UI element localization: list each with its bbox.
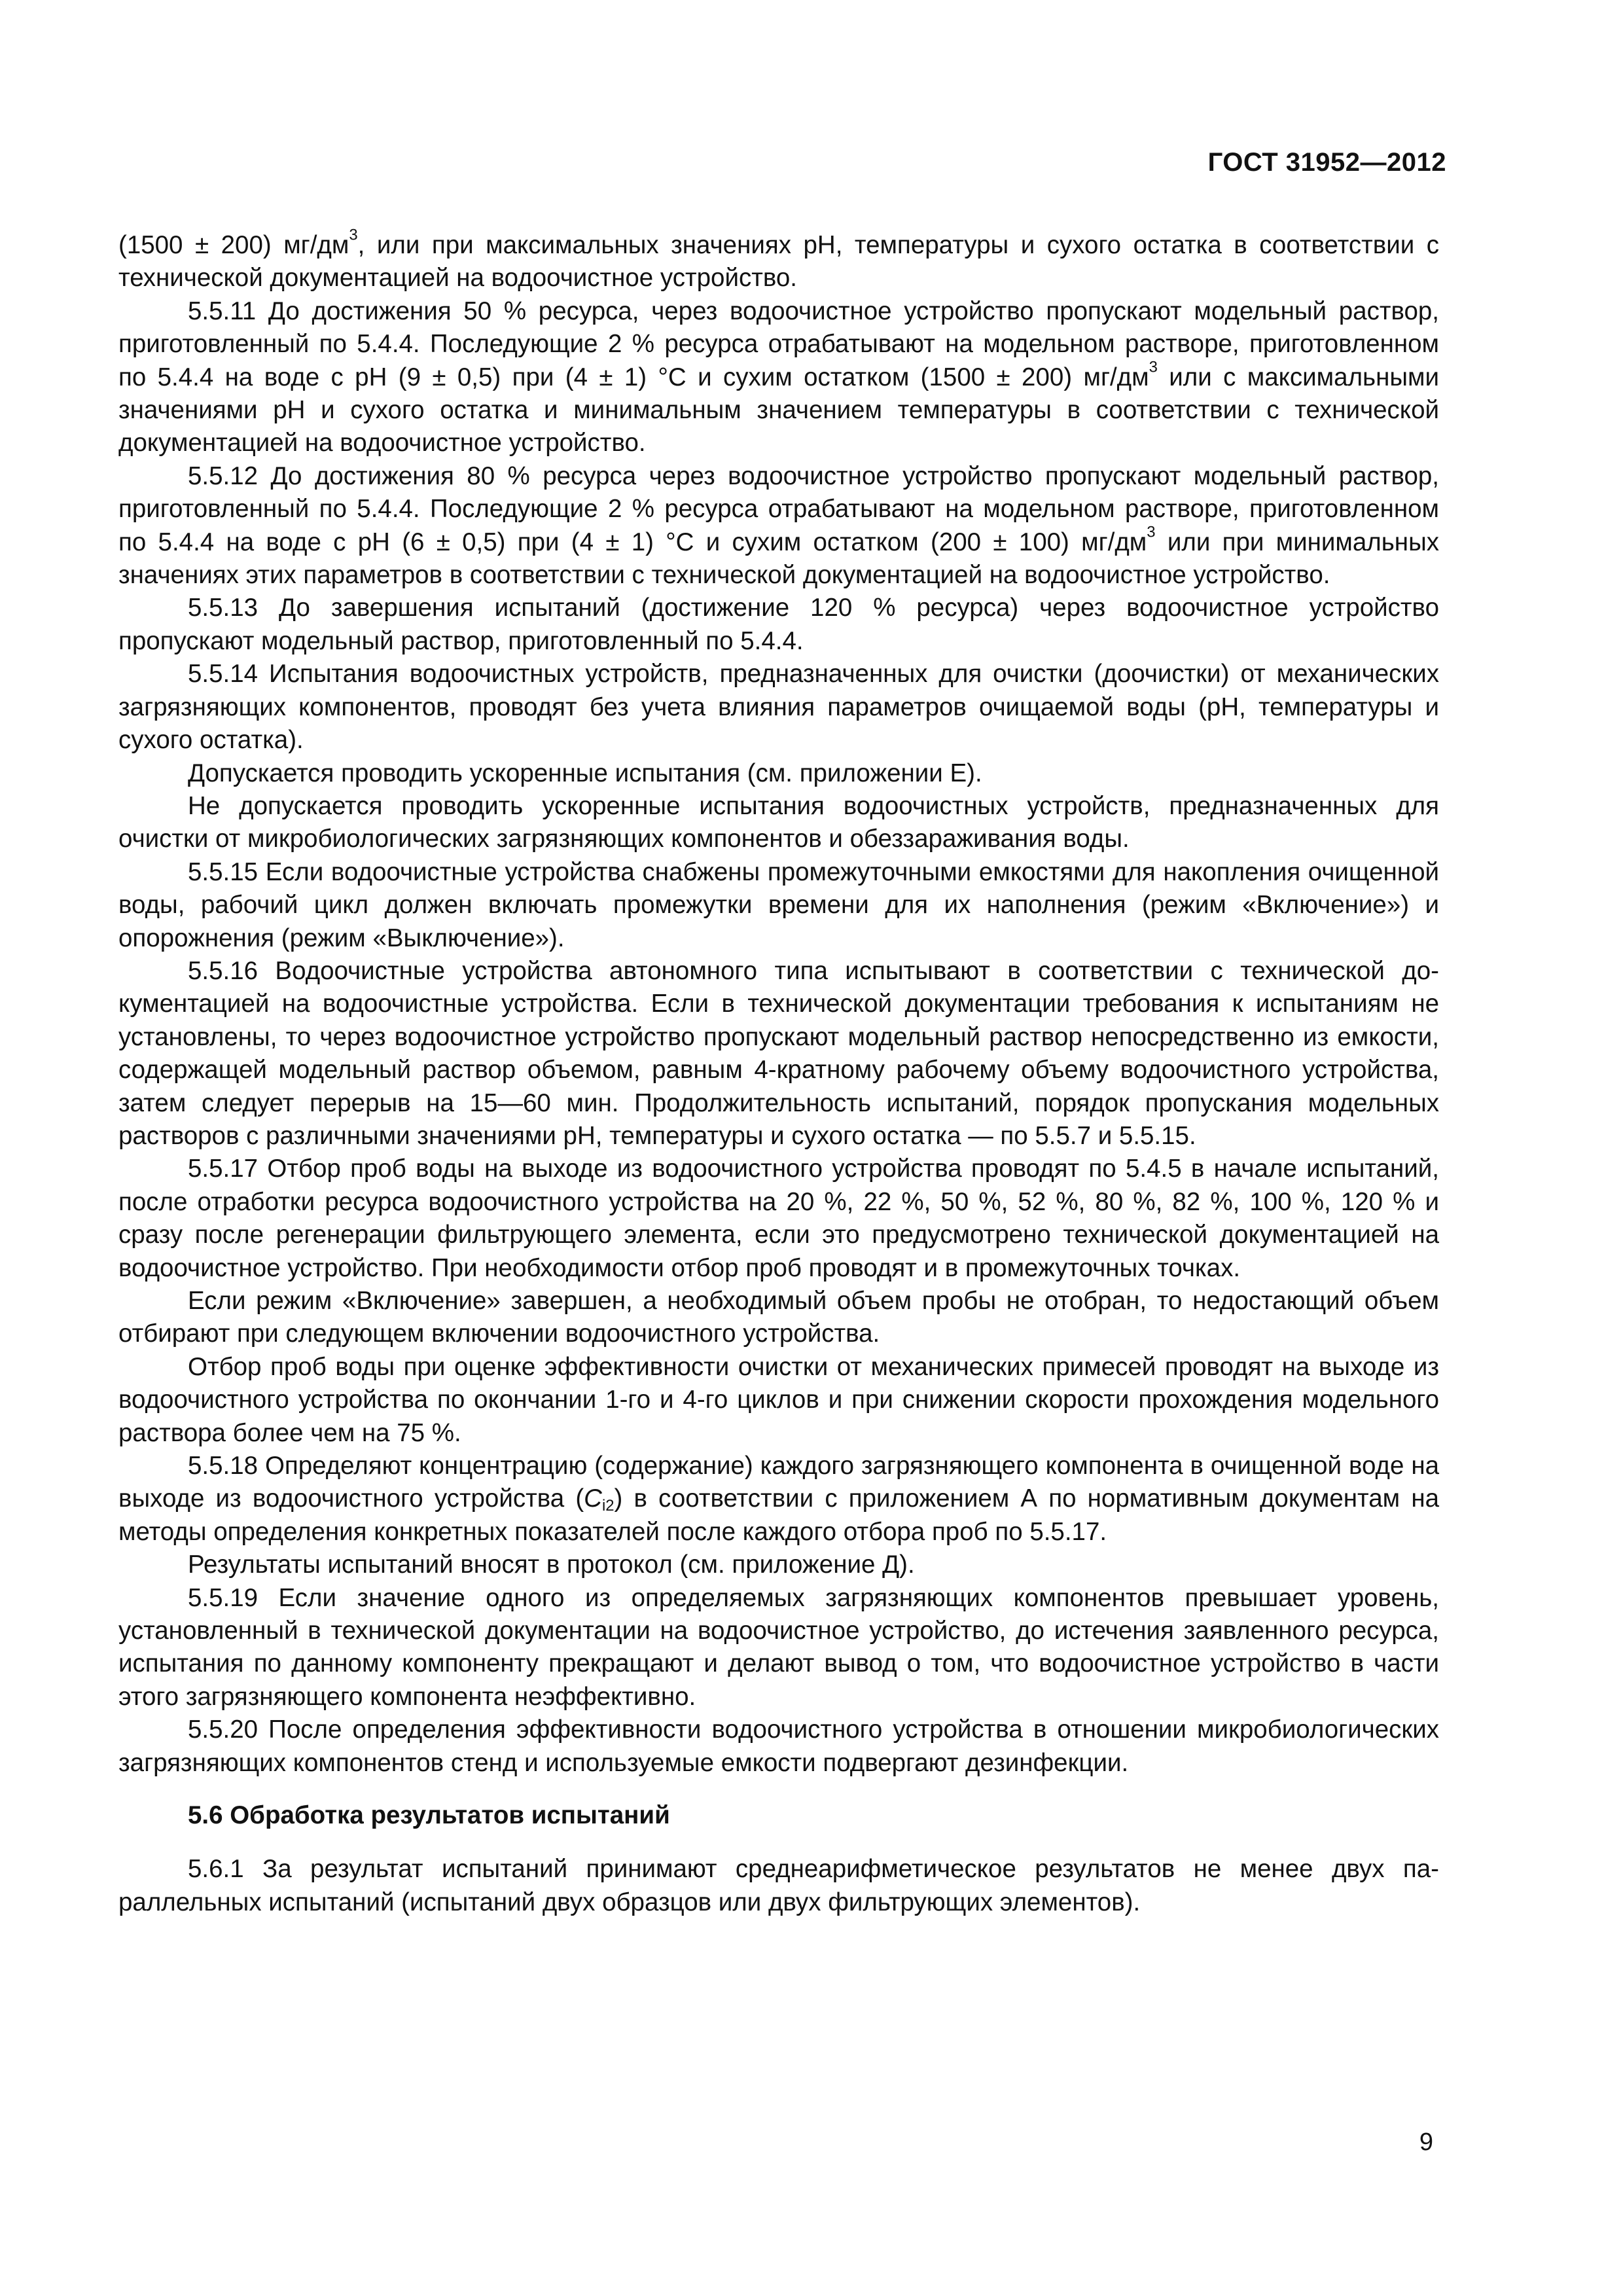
paragraph-5-5-14: 5.5.14 Испытания водоочистных устройств, предназначенных для очистки (доочистки) от механических загрязняющих компонентов, проводят без учета влияния параметров очищаемой воды (pH, температуры и сухого остатка). — [118, 660, 1439, 755]
paragraph-continuation: (1500 ± 200) $мг/дм^3$, или при максимальных значениях pH, температуры и сухого остатка в соответствии с технической документацией на водоочистное устройство. — [118, 226, 1439, 293]
paragraph-5-5-19: 5.5.19 Если значение одного из определяемых загрязняющих компонентов превышает уровень, установленный в технической документации на водоочистное устройство, до истечения заявленного ресурса, испытания по данному компоненту прекращают и делают вывод о том, что водоочистное устройство в части этого загрязняющего компонента неэффективно. — [118, 1583, 1439, 1711]
paragraph-accelerated-tests: Допускается проводить ускоренные испытания (см. приложении Е). — [188, 759, 982, 787]
paragraph-5-5-12: 5.5.12 До достижения 80 % ресурса через водоочистное устройство пропускают модельный раствор, приготовленный по 5.4.4. Последующие 2 % ресурса отрабатывают на модельном растворе, приготовленном по 5.4.4 на воде с pH (6 ± 0,5) при (4 ± 1) °С и сухим остатком (200 ± 100) $мг/дм^3$ или при минимальных значениях этих параметров в соответствии с технической документацией на водоочистное устройство. — [118, 461, 1439, 590]
paragraph-5-5-18: 5.5.18 Определяют концентрацию (содержание) каждого загрязняющего компонента в очищенной воде на выходе из водоочистного устройства $(C_{i2})$ в соответствии с приложением А по нормативным документам на методы определения конкретных показателей после каждого отбора проб по 5.5.17. — [118, 1452, 1439, 1546]
paragraph-5-5-20: 5.5.20 После определения эффективности водоочистного устройства в отношении микробиологических загрязняющих компонентов стенд и используемые емкости подвергают дезинфекции. — [118, 1715, 1439, 1777]
document-header: ГОСТ 31952—2012 — [1207, 148, 1446, 177]
paragraph-5-5-11: 5.5.11 До достижения 50 % ресурса, через водоочистное устройство пропускают модельный раствор, приготовленный по 5.4.4. Последующие 2 % ресурса отрабатывают на модельном растворе, приготовленном по 5.4.4 на воде с pH (9 ± 0,5) при (4 ± 1) °С и сухим остатком (1500 ± 200) $мг/дм^3$ или с максимальными значениями pH и сухого остатка и минимальным значением температуры в соответствии с технической документацией на водоочистное устройство. — [118, 296, 1439, 457]
paragraph-5-5-15: 5.5.15 Если водоочистные устройства снабжены промежуточными емкостями для накопления очищенной воды, рабочий цикл должен включать промежутки времени для их наполнения (режим «Включение») и опорожнения (режим «Выключение»). — [118, 857, 1439, 952]
paragraph-5-5-16: 5.5.16 Водоочистные устройства автономного типа испытывают в соответствии с технической документацией на водоочистные устройства. Если в технической документации требования к испытаниям не установлены, то через водоочистное устройство пропускают модельный раствор непосредственно из емкости, содержащей модельный раствор объемом, равным 4-кратному рабочему объему водоочистного устройства, затем следует перерыв на 15—60 мин. Продолжительность испытаний, порядок пропускания модельных растворов с различными значениями pH, температуры и сухого остатка — по 5.5.7 и 5.5.15. — [118, 956, 1439, 1150]
paragraph-results-protocol: Результаты испытаний вносят в протокол (см. приложение Д). — [188, 1551, 915, 1579]
paragraph-5-5-13: 5.5.13 До завершения испытаний (достижение 120 % ресурса) через водоочистное устройство пропускают модельный раствор, приготовленный по 5.4.4. — [118, 594, 1439, 655]
paragraph-accelerated-tests-restriction: Не допускается проводить ускоренные испытания водоочистных устройств, предназначенных для очистки от микробиологических загрязняющих компонентов и обеззараживания воды. — [118, 791, 1439, 853]
paragraph-mechanical-sampling: Отбор проб воды при оценке эффективности очистки от механических примесей проводят на выходе из водоочистного устройства по окончании 1-го и 4-го циклов и при снижении скорости прохождения модельного раствора более чем на 75 %. — [118, 1352, 1439, 1447]
paragraph-sampling-volume: Если режим «Включение» завершен, а необходимый объем пробы не отобран, то недостающий объем отбирают при следующем включении водоочистного устройства. — [118, 1287, 1439, 1348]
document-body — [118, 226, 1439, 1919]
paragraph-5-5-17: 5.5.17 Отбор проб воды на выходе из водоочистного устройства проводят по 5.4.5 в начале испытаний, после отработки ресурса водоочистного устройства на 20 %, 22 %, 50 %, 52 %, 80 %, 82 %, 100 %, 120 % и сразу после регенерации фильтрующего элемента, если это предусмотрено технической документацией на водоочистное устройство. При необходимости отбор проб проводят и в промежуточных точках. — [118, 1155, 1439, 1282]
section-heading-5-6: 5.6 Обработка результатов испытаний — [188, 1801, 670, 1830]
paragraph-5-6-1: 5.6.1 За результат испытаний принимают среднеарифметическое результатов не менее двух параллельных испытаний (испытаний двух образцов или двух фильтрующих элементов). — [118, 1855, 1439, 1916]
page-number: 9 — [1419, 2128, 1433, 2156]
